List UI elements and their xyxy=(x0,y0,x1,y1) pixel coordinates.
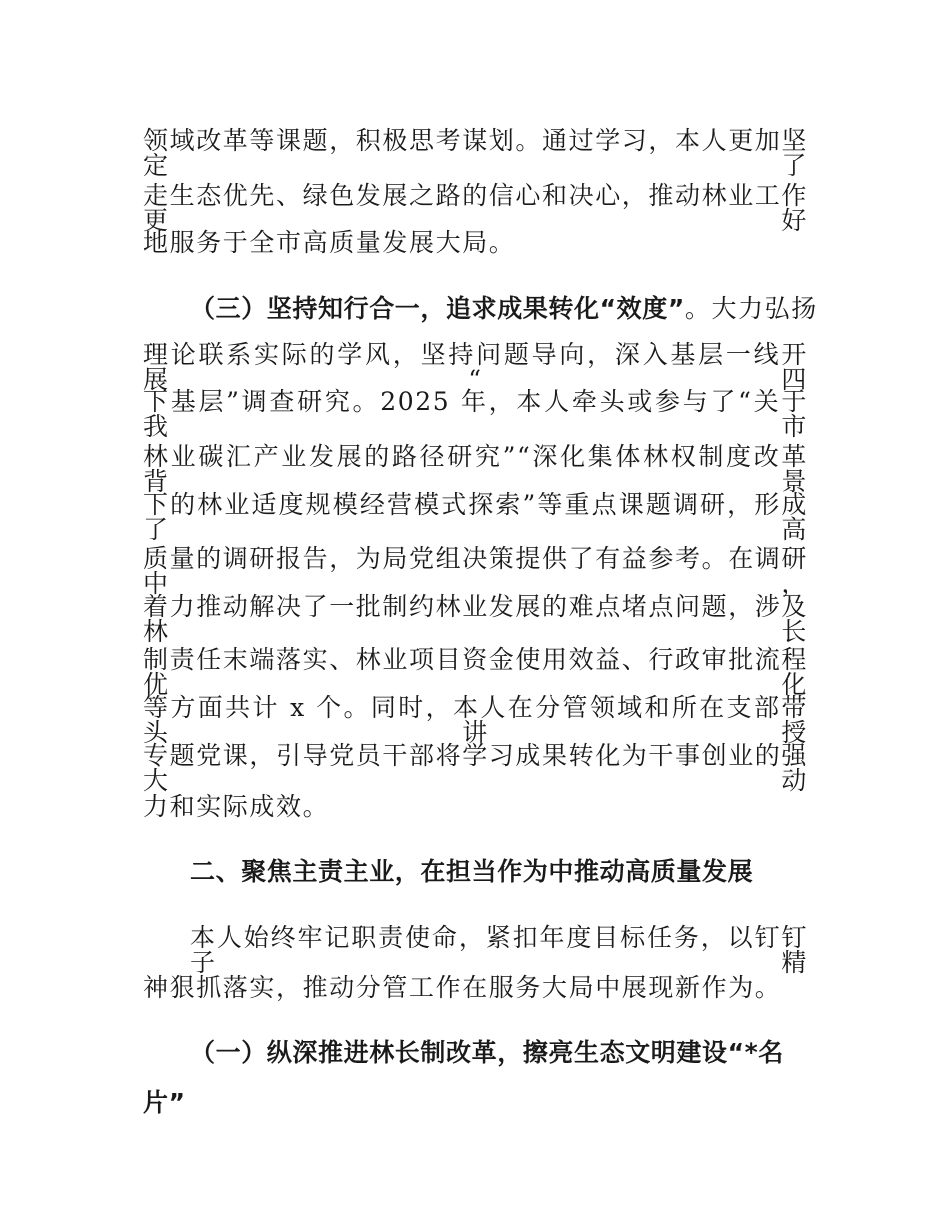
subsection-heading: （三）坚持知行合一，追求成果转化“效度” xyxy=(190,294,685,323)
paragraph-line: 神狠抓落实，推动分管工作在服务大局中展现新作为。 xyxy=(143,973,782,1002)
paragraph-line: 理论联系实际的学风，坚持问题导向，深入基层一线开展“四 xyxy=(143,340,808,394)
paragraph-line: 质量的调研报告，为局党组决策提供了有益参考。在调研中， xyxy=(143,544,809,598)
paragraph-line: 下的林业适度规模经营模式探索”等重点课题调研，形成了高 xyxy=(143,490,808,544)
paragraph-line: 专题党课，引导党员干部将学习成果转化为干事创业的强大动 xyxy=(143,741,809,795)
paragraph-line: 下基层”调查研究。2025 年，本人牵头或参与了“关于我市 xyxy=(143,387,808,441)
paragraph-line: 等方面共计 x 个。同时，本人在分管领域和所在支部带头讲授 xyxy=(143,693,808,747)
paragraph-line: 领域改革等课题，积极思考谋划。通过学习，本人更加坚定了 xyxy=(143,126,809,180)
subsection-heading: （一）纵深推进林长制改革，擦亮生态文明建设“*名 xyxy=(190,1038,784,1067)
section-heading: 二、聚焦主责主业，在担当作为中推动高质量发展 xyxy=(190,857,754,886)
paragraph-text: 。大力弘扬 xyxy=(684,294,818,323)
paragraph-line: 地服务于全市高质量发展大局。 xyxy=(143,228,516,257)
paragraph-line: 林业碳汇产业发展的路径研究”“深化集体林权制度改革背景 xyxy=(143,442,808,496)
paragraph-line: 力和实际成效。 xyxy=(143,792,330,821)
paragraph-line: 着力推动解决了一批制约林业发展的难点堵点问题，涉及林长 xyxy=(143,592,809,646)
paragraph-line: 本人始终牢记职责使命，紧扣年度目标任务，以钉钉子精 xyxy=(190,923,808,977)
paragraph-line: 走生态优先、绿色发展之路的信心和决心，推动林业工作更好 xyxy=(143,181,809,235)
subsection-heading-continued: 片” xyxy=(143,1088,186,1117)
subsection-heading-line xyxy=(190,296,818,321)
paragraph-line: 制责任末端落实、林业项目资金使用效益、行政审批流程优化 xyxy=(143,645,809,699)
